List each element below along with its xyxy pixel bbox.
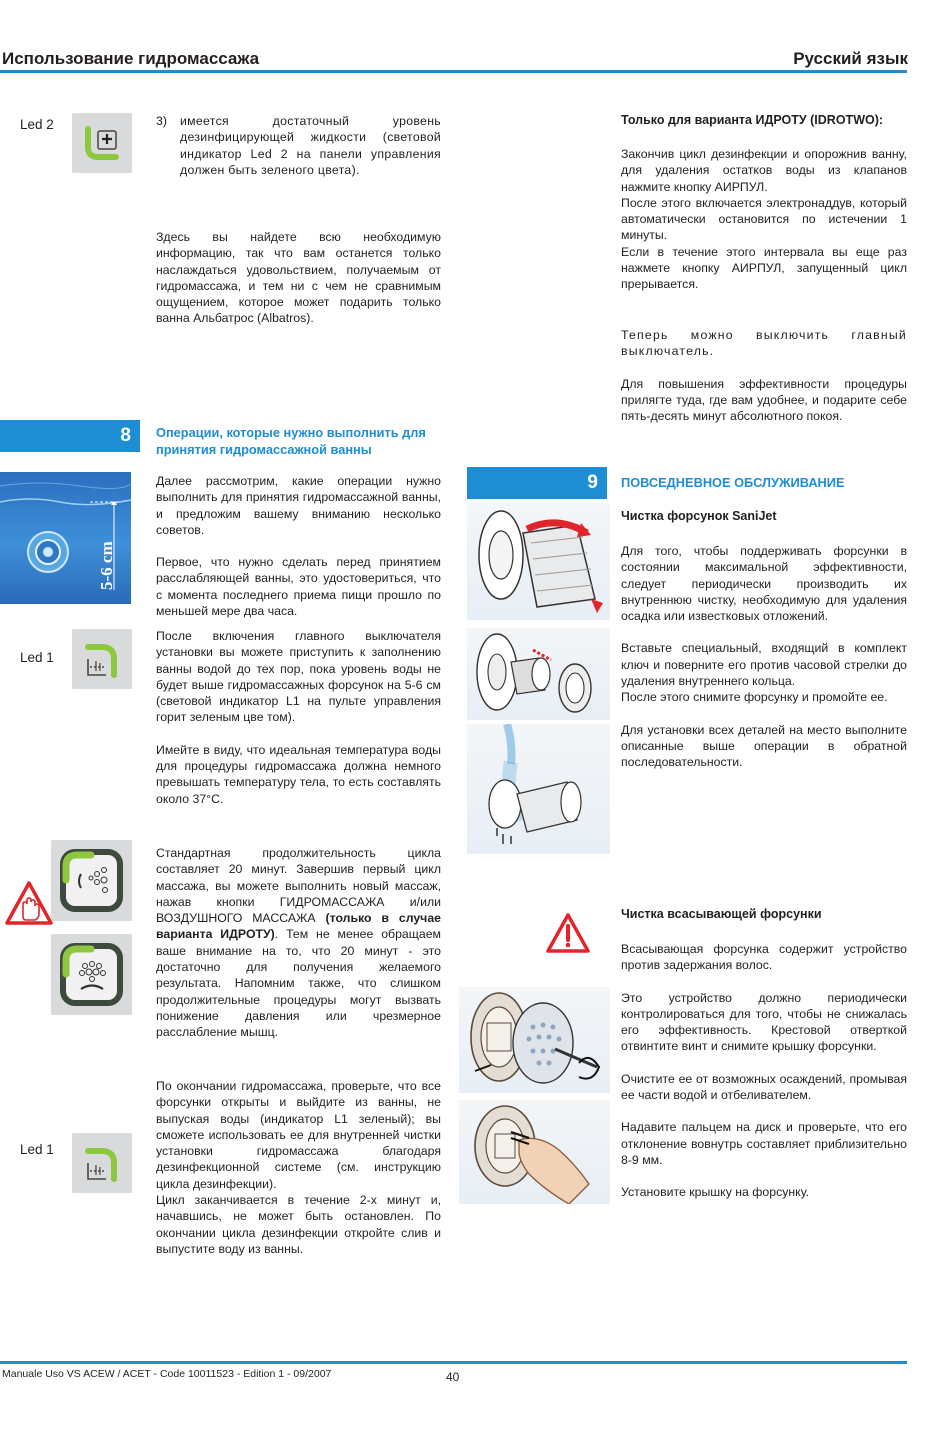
page-title: Использование гидромассажа bbox=[2, 49, 260, 68]
led1-label-fill: Led 1 bbox=[20, 650, 54, 665]
end-paragraph-2: Цикл заканчивается в течение 2-х минут и, начавшись, не может быть остановлен. По окончании цикла дезинфекции откройте слив и выпустите воду из ванны. bbox=[156, 1193, 441, 1256]
section-8-title: Операции, которые нужно выполнить для принятия гидромассажной ванны bbox=[156, 425, 426, 457]
manual-reference: Manuale Uso VS ACEW / ACET - Code 10011523 - Edition 1 - 09/2007 bbox=[2, 1368, 332, 1380]
suction-paragraph-5: Установите крышку на форсунку. bbox=[621, 1185, 810, 1200]
end-text bbox=[156, 1078, 441, 1257]
sanijet-key-illustration bbox=[467, 503, 610, 620]
hydromassage-button-icon bbox=[51, 840, 132, 921]
airpool-paragraph-2: После этого включается электронаддув, который автоматически остановится по истечении 1 минуты. bbox=[621, 195, 907, 243]
suction-disc-press-illustration bbox=[459, 1100, 610, 1204]
sanijet-ring-illustration bbox=[467, 628, 610, 720]
sanijet-text bbox=[621, 543, 907, 771]
language-label: Русский язык bbox=[793, 49, 908, 68]
suction-paragraph-4: Надавите пальцем на диск и проверьте, что его отклонение вовнутрь составляет приблизительно 8-9 мм. bbox=[621, 1120, 907, 1167]
warning-hand-icon bbox=[4, 880, 54, 926]
led1-water-level-icon-2 bbox=[72, 1133, 132, 1193]
section-8-number: 8 bbox=[0, 420, 140, 452]
warning-exclamation-icon bbox=[545, 912, 591, 954]
cycle-text-b: . Тем не менее обращаем ваше внимание на то, что 20 минут - это достаточно для получения желаемого результата. Напомним также, что слишком продолжительные процедуры могут вызвать понижение давления или чрезмерное расслабление мышц. bbox=[156, 927, 442, 1040]
suction-paragraph-1: Всасывающая форсунка содержит устройство против задержания волос. bbox=[621, 942, 907, 973]
switch-off-paragraph: Теперь можно выключить главный выключатель. bbox=[621, 328, 907, 359]
end-paragraph-1: По окончании гидромассажа, проверьте, что все форсунки открыты и выйдите из ванны, не выпуская воды (индикатор L1 зеленый); вы сможете использовать ее для внутренней чистки установки гидромассажа благодаря дезинфекционной системе (см. инструкцию цикла дезинфекции). bbox=[156, 1079, 441, 1191]
sanijet-paragraph-1: Для того, чтобы поддерживать форсунки в состоянии максимальной эффективности, следует периодически производить их внутреннюю чистку, необходимую для удаления осадка или известковых отложений. bbox=[621, 544, 907, 624]
led1-water-level-icon bbox=[72, 629, 132, 689]
footer-rule bbox=[0, 1361, 907, 1364]
section-9-title: ПОВСЕДНЕВНОЕ ОБСЛУЖИВАНИЕ bbox=[621, 475, 845, 490]
led2-disinfectant-icon bbox=[72, 113, 132, 173]
item3-number: 3) bbox=[156, 114, 167, 128]
suction-cover-illustration bbox=[459, 987, 610, 1093]
sanijet-rinse-illustration bbox=[467, 724, 610, 854]
suction-jet-heading: Чистка всасывающей форсунки bbox=[621, 907, 822, 921]
idrotwo-heading: Только для варианта ИДРОТУ (IDROTWO): bbox=[621, 113, 884, 127]
airpool-text bbox=[621, 146, 907, 293]
item3-text: имеется достаточный уровень дезинфицирующей жидкости (световой индикатор Led 2 на панели управления должен быть зеленого цвета). bbox=[180, 114, 441, 177]
cycle-text-bold: (только в случае варианта ИДРОТУ) bbox=[156, 911, 441, 942]
intro-paragraph: Здесь вы найдете всю необходимую информацию, так что вам останется только наслаждаться удовольствием, получаемым от гидромассажа, и тем ни с чем не сравнимым ощущением, которое может подарить только ванна Альбатрос (Albatros). bbox=[156, 230, 441, 326]
header-rule bbox=[0, 70, 907, 73]
sanijet-paragraph-2a: Вставьте специальный, входящий в комплект ключ и поверните его против часовой стрелки до удаления внутреннего кольца. bbox=[621, 641, 907, 689]
led2-label: Led 2 bbox=[20, 117, 54, 132]
page-number: 40 bbox=[446, 1370, 460, 1384]
fill-text bbox=[156, 628, 441, 807]
operations-paragraph-2: Первое, что нужно сделать перед принятием расслабляющей ванны, это удостовериться, что с момента последнего приема пищи прошло по меньшей мере два часа. bbox=[156, 555, 441, 619]
airpool-paragraph-3: Если в течение этого интервала вы еще раз нажмете кнопку АИРПУЛ, запущенный цикл прерывается. bbox=[621, 244, 907, 292]
led1-label-end: Led 1 bbox=[20, 1142, 54, 1157]
rest-text bbox=[621, 327, 907, 424]
sanijet-heading: Чистка форсунок SaniJet bbox=[621, 509, 777, 523]
rest-paragraph: Для повышения эффективности процедуры прилягте туда, где вам удобнее, и подарите себе пять-десять минут абсолютного покоя. bbox=[621, 376, 907, 424]
suction-paragraph-3: Очистите ее от возможных осаждений, промывая ее части водой и отбеливателем. bbox=[621, 1071, 907, 1103]
temperature-paragraph: Имейте в виду, что идеальная температура воды для процедуры гидромассажа должна немного превышать температуру тела, то есть составлять около 37°С. bbox=[156, 742, 441, 806]
section-9-number: 9 bbox=[467, 467, 607, 499]
suction-text bbox=[621, 941, 907, 1201]
sanijet-paragraph-2b: После этого снимите форсунку и промойте ее. bbox=[621, 690, 888, 705]
jet-depth-label: 5-6 cm bbox=[97, 541, 116, 590]
fill-paragraph: После включения главного выключателя установки вы можете приступить к заполнению ванны водой до тех пор, пока уровень воды не будет выше гидромассажных форсунок на 5-6 см (световой индикатор L1 на пульте управления горит зеленым цве том). bbox=[156, 629, 441, 725]
cycle-paragraph bbox=[156, 845, 441, 1041]
operations-paragraph-1: Далее рассмотрим, какие операции нужно выполнить для принятия гидромассажной ванны, и предложим вашему вниманию несколько советов. bbox=[156, 474, 441, 537]
suction-paragraph-2: Это устройство должно периодически контролироваться для того, чтобы не снижалась его эффективность. Крестовой отверткой отвинтите винт и снимите крышку форсунки. bbox=[621, 990, 907, 1054]
operations-text bbox=[156, 473, 441, 619]
air-massage-button-icon bbox=[51, 934, 132, 1015]
sanijet-paragraph-3: Для установки всех деталей на место выполните описанные выше операции в обратной последовательности. bbox=[621, 722, 907, 770]
airpool-paragraph-1: Закончив цикл дезинфекции и опорожнив ванну, для удаления остатков воды из клапанов нажмите кнопку АИРПУЛ. bbox=[621, 147, 907, 194]
cycle-text-a: Стандартная продолжительность цикла составляет 20 минут. Завершив первый цикл массажа, вы можете выполнить новый массаж, нажав кнопки ГИДРОМАССАЖА и/или ВОЗДУШНОГО МАССАЖА bbox=[156, 846, 441, 926]
